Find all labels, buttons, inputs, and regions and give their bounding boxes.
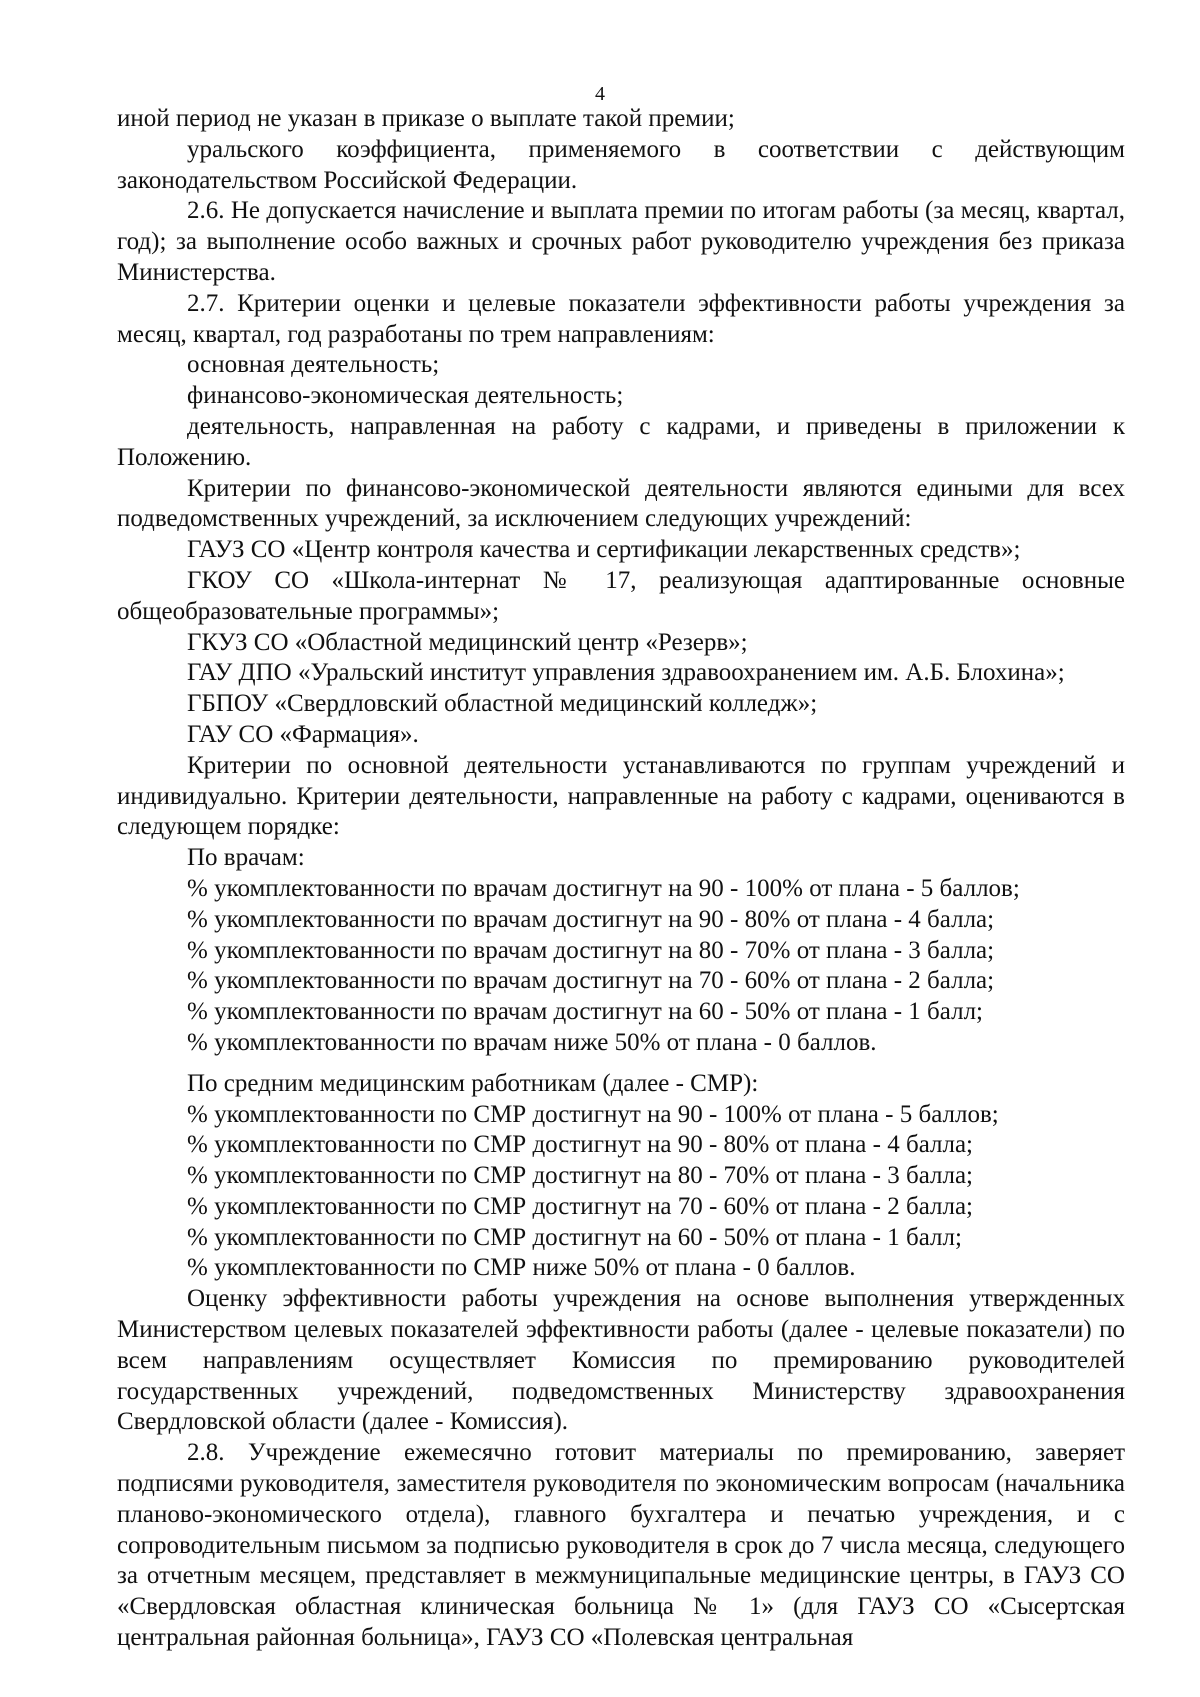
paragraph: Критерии по основной деятельности устанавливаются по группам учреждений и индивидуально. Критерии деятельности, направленные на работу с кадрами, оцениваются в следующем порядке: [117, 751, 1125, 841]
list-item: % укомплектованности по врачам достигнут на 90 - 80% от плана - 4 балла; [187, 905, 995, 933]
paragraph: 2.6. Не допускается начисление и выплата премии по итогам работы (за месяц, квартал, год); за выполнение особо важных и срочных работ руководителю учреждения без приказа Министерства. [117, 197, 1125, 286]
list-item: основная деятельность; [187, 351, 440, 379]
list-item: % укомплектованности по врачам достигнут на 80 - 70% от плана - 3 балла; [187, 936, 995, 964]
list-item: % укомплектованности по СМР достигнут на 90 - 80% от плана - 4 балла; [187, 1131, 973, 1159]
list-item: % укомплектованности по СМР ниже 50% от плана - 0 баллов. [187, 1254, 856, 1282]
list-item: финансово-экономическая деятельность; [187, 382, 624, 410]
list-item: % укомплектованности по врачам ниже 50% от плана - 0 баллов. [187, 1028, 877, 1056]
list-item: % укомплектованности по врачам достигнут на 90 - 100% от плана - 5 баллов; [187, 874, 1020, 902]
list-item: ГАУ ДПО «Уральский институт управления здравоохранением им. А.Б. Блохина»; [187, 659, 1065, 687]
paragraph: уральского коэффициента, применяемого в соответствии с действующим законодательством Российской Федерации. [117, 135, 1125, 194]
list-item: % укомплектованности по СМР достигнут на 70 - 60% от плана - 2 балла; [187, 1192, 973, 1220]
paragraph: Оценку эффективности работы учреждения на основе выполнения утвержденных Министерством целевых показателей эффективности работы (далее - целевые показатели) по всем направлениям осуществляет Комиссия по премированию руководителей государственных учреждений, подведомственных Министерству здравоохранения Свердловской области (далее - Комиссия). [117, 1285, 1125, 1436]
list-item: ГАУЗ СО «Центр контроля качества и сертификации лекарственных средств»; [187, 536, 1021, 564]
list-item: деятельность, направленная на работу с кадрами, и приведены в приложении к Положению. [117, 412, 1125, 471]
section-label: По врачам: [187, 844, 305, 872]
paragraph: 2.7. Критерии оценки и целевые показатели эффективности работы учреждения за месяц, квартал, год разработаны по трем направлениям: [117, 289, 1125, 348]
list-item: ГКОУ СО «Школа-интернат № 17, реализующая адаптированные основные общеобразовательные программы»; [117, 566, 1125, 625]
paragraph: иной период не указан в приказе о выплате такой премии; [117, 105, 735, 132]
paragraph: Критерии по финансово-экономической деятельности являются едиными для всех подведомственных учреждений, за исключением следующих учреждений: [117, 474, 1125, 533]
list-item: % укомплектованности по врачам достигнут на 70 - 60% от плана - 2 балла; [187, 967, 995, 995]
list-item: % укомплектованности по СМР достигнут на 80 - 70% от плана - 3 балла; [187, 1162, 973, 1190]
list-item: % укомплектованности по СМР достигнут на 90 - 100% от плана - 5 баллов; [187, 1100, 999, 1128]
section-label: По средним медицинским работникам (далее - СМР): [187, 1069, 759, 1097]
list-item: ГАУ СО «Фармация». [187, 720, 419, 748]
list-item: % укомплектованности по врачам достигнут на 60 - 50% от плана - 1 балл; [187, 998, 983, 1026]
list-item: % укомплектованности по СМР достигнут на 60 - 50% от плана - 1 балл; [187, 1223, 962, 1251]
paragraph: 2.8. Учреждение ежемесячно готовит материалы по премированию, заверяет подписями руководителя, заместителя руководителя по экономическим вопросам (начальника планово-экономического отдела), главного бухгалтера и печатью учреждения, и с сопроводительным письмом за подписью руководителя в срок до 7 числа месяца, следующего за отчетным месяцем, представляет в межмуниципальные медицинские центры, в ГАУЗ СО «Свердловская областная клиническая больница № 1» (для ГАУЗ СО «Сысертская центральная районная больница», ГАУЗ СО «Полевская центральная [117, 1439, 1125, 1652]
list-item: ГКУЗ СО «Областной медицинский центр «Резерв»; [187, 628, 748, 656]
document-body [117, 104, 1125, 1654]
page-number: 4 [595, 83, 605, 105]
list-item: ГБПОУ «Свердловский областной медицинский колледж»; [187, 690, 818, 718]
